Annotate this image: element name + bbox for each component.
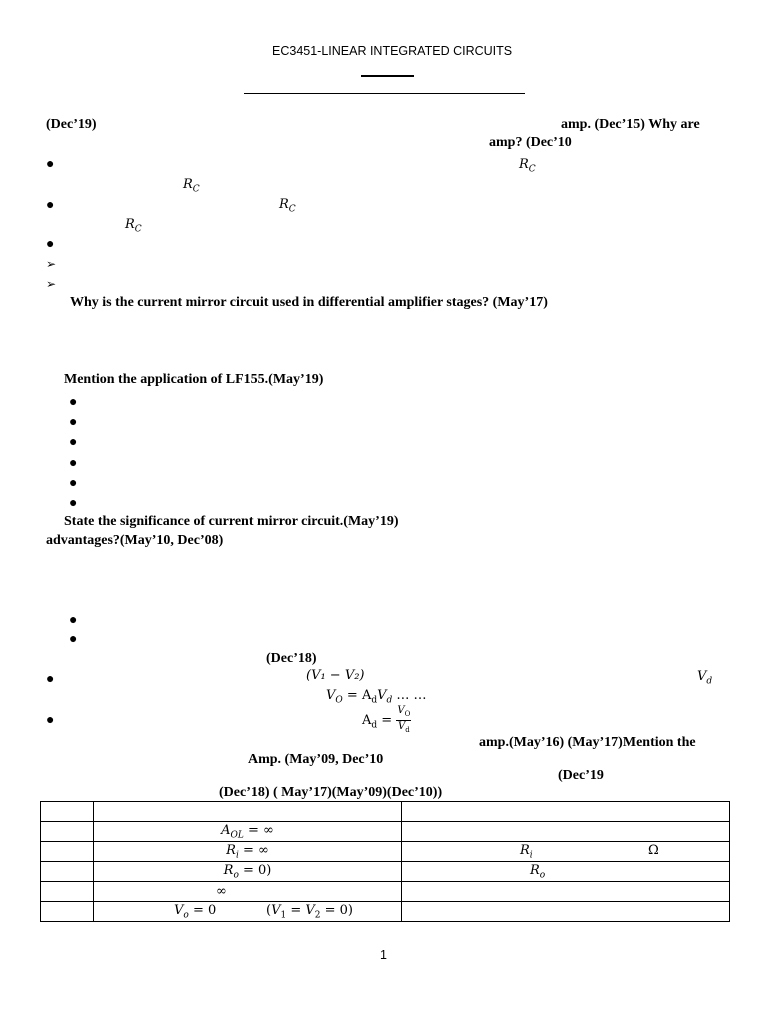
rc-symbol: $R_C$ — [183, 177, 200, 195]
arrow-bullet: ➢ — [46, 277, 57, 291]
question-lf155: Mention the application of LF155.(May’19) — [64, 372, 324, 387]
bullet: ● — [69, 613, 78, 628]
table-row — [41, 902, 730, 922]
question-significance: State the significance of current mirror circuit.(May’19) — [64, 514, 399, 529]
bullet: ● — [46, 198, 55, 213]
table-row — [41, 822, 730, 842]
cell-ro-right: $R_o$ — [402, 862, 730, 882]
text-amp-dec10: amp? (Dec’10 — [489, 135, 572, 150]
question-current-mirror: Why is the current mirror circuit used in differential amplifier stages? (May’17) — [70, 295, 548, 310]
bullet: ● — [69, 476, 78, 491]
cell-ro: $R_o = 0$) — [94, 862, 402, 882]
table-row — [41, 882, 730, 902]
vo-equation: $V_O = A_dV_d$ … … — [326, 688, 427, 706]
document-header-title: EC3451-LINEAR INTEGRATED CIRCUITS — [272, 44, 513, 58]
text-dec18: (Dec’18) — [266, 651, 317, 666]
table-row — [41, 842, 730, 862]
cell-ri-right: $R_i$ Ω — [402, 842, 730, 862]
bullet: ● — [69, 415, 78, 430]
ideal-opamp-table — [40, 801, 730, 922]
bullet: ● — [46, 237, 55, 252]
text-dec18-may17: (Dec’18) ( May’17)(May’09)(Dec’10)) — [219, 785, 443, 800]
bullet: ● — [69, 496, 78, 511]
cell-ri: $R_i$ = ∞ — [94, 842, 402, 862]
page-number: 1 — [380, 948, 387, 962]
text-amp-dec15: amp. (Dec’15) Why are — [561, 117, 700, 132]
header-short-rule — [361, 75, 414, 77]
bullet: ● — [46, 157, 55, 172]
rc-symbol: $R_C$ — [519, 157, 536, 175]
bullet: ● — [69, 456, 78, 471]
bullet: ● — [69, 435, 78, 450]
header-long-rule — [244, 93, 525, 94]
cell-infinity: ∞ — [94, 882, 402, 902]
ad-equation: $A_d$ = $\frac{V_O}{V_d}$ — [362, 705, 411, 734]
bullet: ● — [69, 632, 78, 647]
rc-symbol: $R_C$ — [125, 217, 142, 235]
bullet: ● — [69, 395, 78, 410]
question-advantages: advantages?(May’10, Dec’08) — [46, 533, 224, 548]
vd-symbol: $V_d$ — [697, 669, 713, 687]
arrow-bullet: ➢ — [46, 257, 57, 271]
bullet: ● — [46, 672, 55, 687]
text-amp-may16: amp.(May’16) (May’17)Mention the — [479, 735, 696, 750]
table-row — [41, 862, 730, 882]
text-amp-may09: Amp. (May’09, Dec’10 — [248, 752, 384, 767]
v1-minus-v2: (V₁ − V₂) — [306, 668, 365, 683]
table-row — [41, 802, 730, 822]
text-dec19: (Dec’19) — [46, 117, 97, 132]
rc-symbol: $R_C$ — [279, 197, 296, 215]
cell-vo: $V_o = 0$ $(V_1 = V_2 = 0)$ — [94, 902, 402, 922]
bullet: ● — [46, 713, 55, 728]
text-dec19-b: (Dec’19 — [558, 768, 604, 783]
cell-aol: $A_{OL}$ = ∞ — [94, 822, 402, 842]
